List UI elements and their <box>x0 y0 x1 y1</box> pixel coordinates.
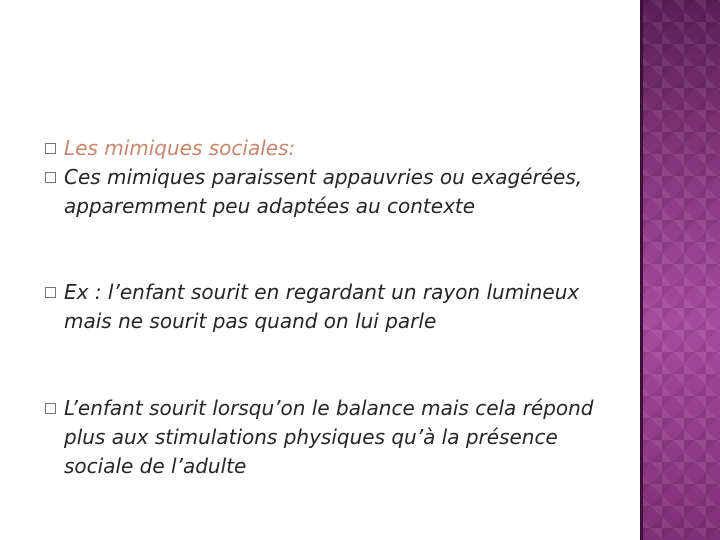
bullet-text: L’enfant sourit lorsqu’on le balance mais cela répond plus aux stimulations physiques qu’à la présence sociale de l’adulte <box>64 396 594 478</box>
bullet-marker-icon <box>45 403 56 414</box>
side-panel-edge <box>640 0 643 540</box>
bullet-marker-icon <box>45 172 56 183</box>
decorative-side-panel <box>640 0 720 540</box>
bullet-marker-icon <box>45 287 56 298</box>
bullet-text: Les mimiques sociales: <box>64 136 296 160</box>
bullet-text: Ex : l’enfant sourit en regardant un rayon lumineux mais ne sourit pas quand on lui parle <box>64 280 580 333</box>
bullet-marker-icon <box>45 143 56 154</box>
bullet-text: Ces mimiques paraissent appauvries ou exagérées, apparemment peu adaptées au contexte <box>64 165 583 218</box>
